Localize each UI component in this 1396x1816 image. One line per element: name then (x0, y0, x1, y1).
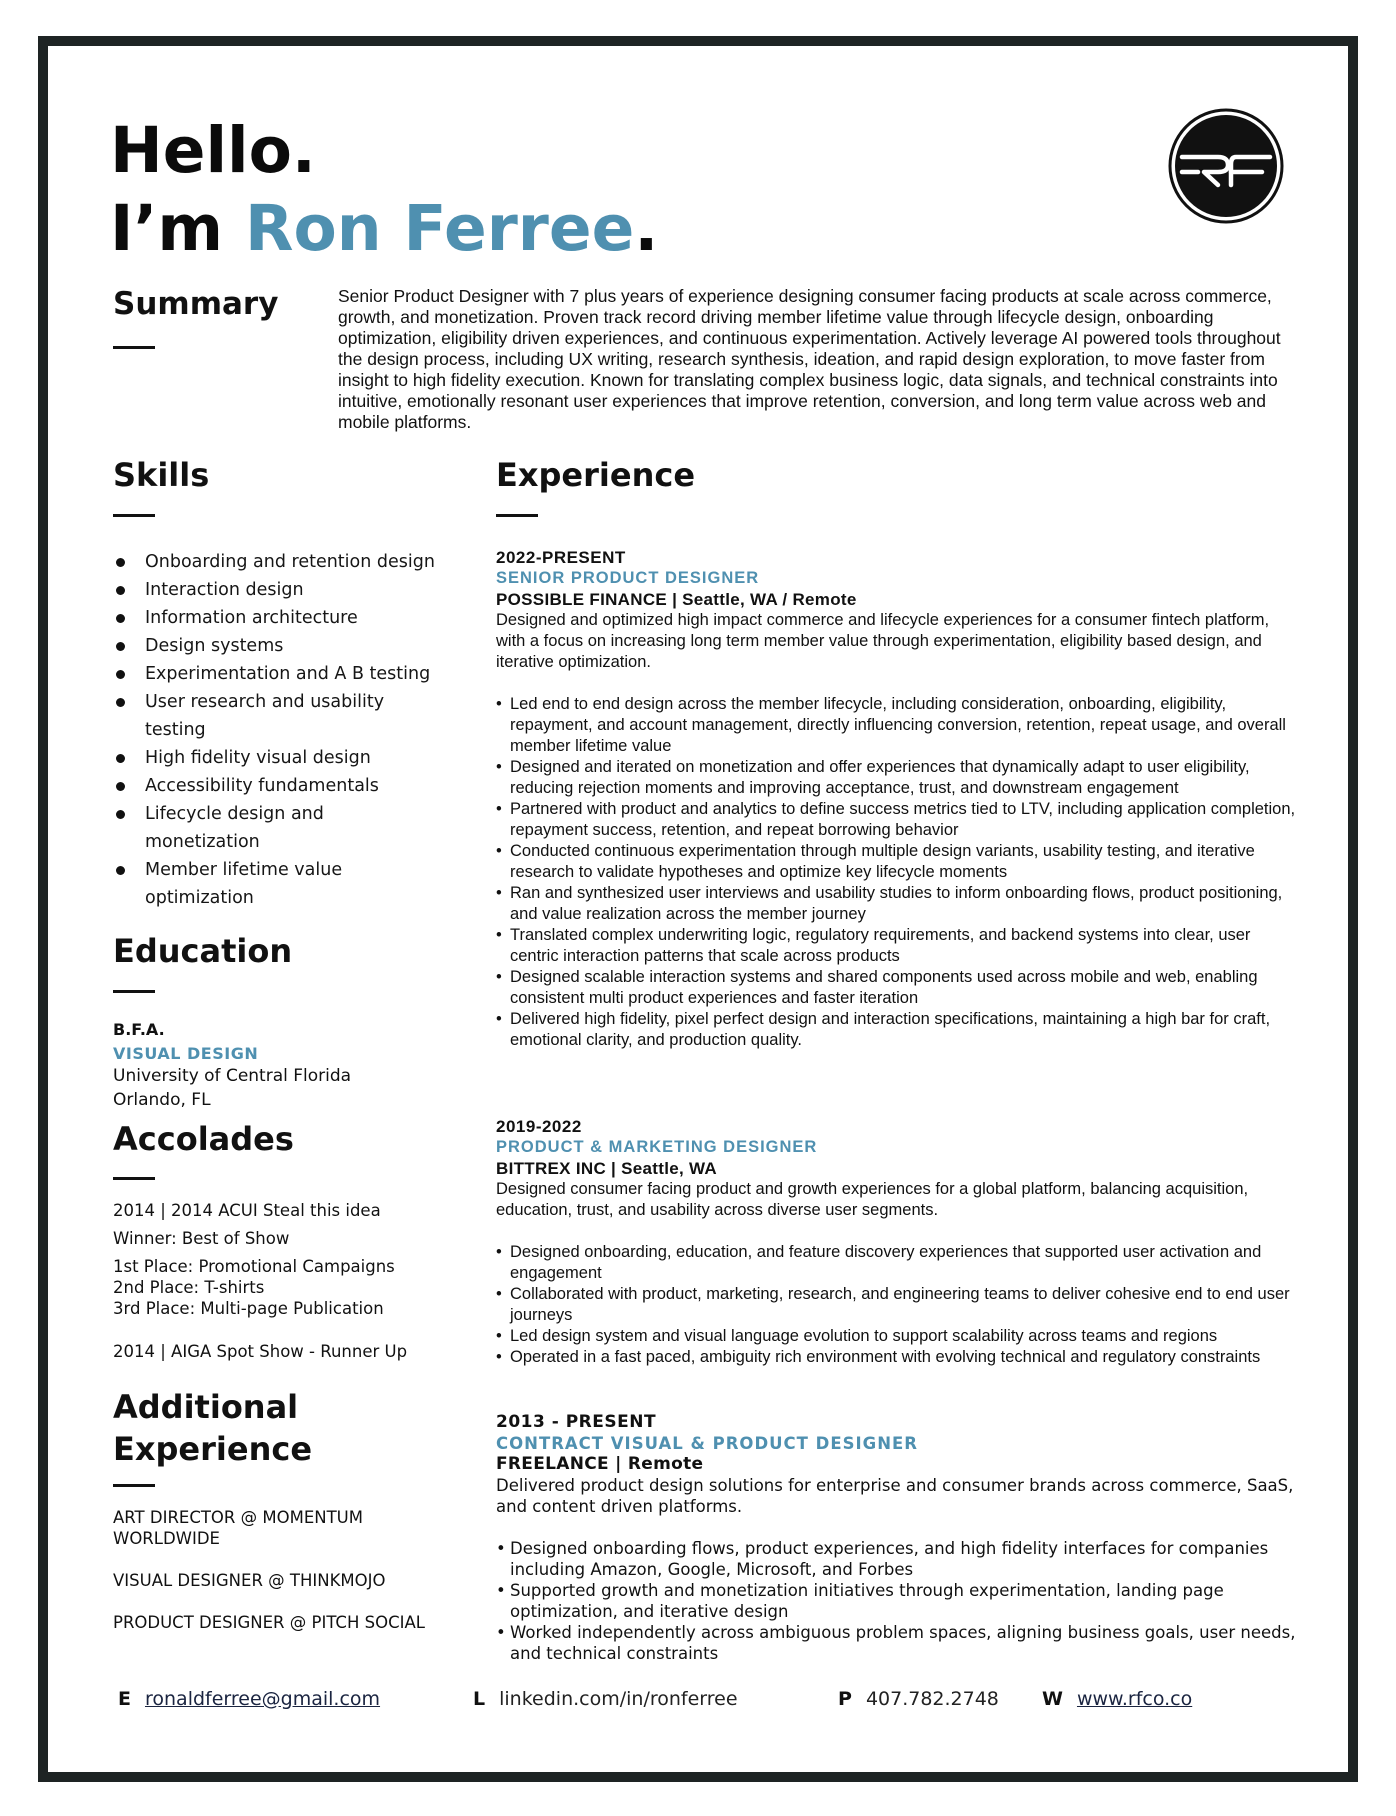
accolade-item: 3rd Place: Multi-page Publication (113, 1299, 384, 1318)
skill-item: Interaction design (113, 576, 493, 604)
job-bullet: • Operated in a fast paced, ambiguity rich environment with evolving technical and regulatory constraints (496, 1347, 1296, 1368)
summary-text: Senior Product Designer with 7 plus years of experience designing consumer facing products at scale across commerce, growth, and monetization. Proven track record driving member lifetime value through lifecycle design, onboarding optimization, eligibility driven experiences, and continuous experimentation. Actively leverage AI powered tools throughout the design process, including UX writing, research synthesis, ideation, and rapid design exploration, to move faster from insight to high fidelity execution. Known for translating complex business logic, data signals, and technical constraints into intuitive, emotionally resonant user experiences that improve retention, conversion, and long term value across web and mobile platforms. (338, 286, 1281, 432)
accolade-item: 2nd Place: T-shirts (113, 1278, 265, 1297)
additional-role: VISUAL DESIGNER @ THINKMOJO (113, 1571, 386, 1590)
accolade-item: 2014 | AIGA Spot Show - Runner Up (113, 1342, 408, 1361)
skills-divider (113, 514, 155, 517)
additional-role: PRODUCT DESIGNER @ PITCH SOCIAL (113, 1613, 425, 1632)
skill-item: High fidelity visual design (113, 744, 493, 772)
contact-website[interactable] (1042, 1688, 1192, 1710)
school-location: Orlando, FL (113, 1089, 211, 1110)
skill-item: Member lifetime value optimization (113, 856, 385, 912)
skill-item: Accessibility fundamentals (113, 772, 493, 800)
experience-heading: Experience (496, 456, 696, 494)
hello-line: Hello. (110, 114, 316, 187)
job-description: Designed consumer facing product and growth experiences for a global platform, balancing acquisition, education, trust, and usability across diverse user segments. (496, 1180, 1249, 1219)
job-title: CONTRACT VISUAL & PRODUCT DESIGNER (496, 1434, 918, 1453)
website-key: W (1042, 1688, 1063, 1710)
name-line: I’m Ron Ferree. (110, 192, 659, 265)
job-bullet: • Supported growth and monetization initiatives through experimentation, landing page optimization, and iterative design (496, 1580, 1296, 1622)
email-link[interactable]: ronaldferree@gmail.com (144, 1688, 381, 1710)
additional-divider (113, 1484, 155, 1487)
accolade-item: 2014 | 2014 ACUI Steal this idea (113, 1201, 381, 1220)
accolades-heading: Accolades (113, 1120, 294, 1158)
job-description: Delivered product design solutions for enterprise and consumer brands across commerce, SaaS, and content driven platforms. (496, 1476, 1294, 1516)
job-bullets (496, 1242, 1296, 1368)
skill-item: Information architecture (113, 604, 493, 632)
job-bullet: • Conducted continuous experimentation through multiple design variants, usability testing, and iterative research to validate hypotheses and optimize key lifecycle moments (496, 841, 1296, 883)
job-date: 2022-PRESENT (496, 548, 626, 567)
education-divider (113, 990, 155, 993)
job-entry (496, 1412, 1296, 1664)
email-key: E (118, 1688, 131, 1710)
job-date: 2019-2022 (496, 1117, 582, 1136)
accolades-divider (113, 1177, 155, 1180)
job-bullet: • Led end to end design across the member lifecycle, including consideration, onboarding, eligibility, repayment, and account management, directly influencing conversion, retention, repeat usage, and overall member lifetime value (496, 694, 1296, 757)
job-bullet: • Led design system and visual language evolution to support scalability across teams and regions (496, 1326, 1296, 1347)
rf-logo (1168, 108, 1284, 224)
job-bullet: • Designed scalable interaction systems and shared components used across mobile and web, enabling consistent multi product experiences and faster iteration (496, 967, 1296, 1009)
contact-phone (838, 1688, 999, 1710)
skill-item: Lifecycle design and monetization (113, 800, 385, 856)
contact-linkedin[interactable] (473, 1688, 738, 1710)
job-entry (496, 547, 1296, 1051)
accolade-item: Winner: Best of Show (113, 1229, 290, 1248)
job-title: PRODUCT & MARKETING DESIGNER (496, 1138, 818, 1156)
job-bullets (496, 1538, 1296, 1664)
skill-item: Onboarding and retention design (113, 548, 493, 576)
job-bullet: • Delivered high fidelity, pixel perfect design and interaction specifications, maintaining a high bar for craft, emotional clarity, and production quality. (496, 1009, 1296, 1051)
experience-divider (496, 514, 538, 517)
accolade-item: 1st Place: Promotional Campaigns (113, 1257, 395, 1276)
skill-item: Experimentation and A B testing (113, 660, 493, 688)
degree: B.F.A. (113, 1020, 165, 1039)
education-heading: Education (113, 932, 293, 970)
job-title: SENIOR PRODUCT DESIGNER (496, 569, 760, 587)
phone-number: 407.782.2748 (865, 1688, 999, 1710)
job-bullet: • Translated complex underwriting logic, regulatory requirements, and backend systems into clear, user centric interaction patterns that scale across products (496, 925, 1296, 967)
job-company: FREELANCE | Remote (496, 1454, 704, 1474)
skill-item: User research and usability testing (113, 688, 435, 744)
job-bullet: • Designed and iterated on monetization and offer experiences that dynamically adapt to user eligibility, reducing rejection moments and improving acceptance, trust, and downstream engagement (496, 757, 1296, 799)
job-bullet: • Collaborated with product, marketing, research, and engineering teams to deliver cohesive end to end user journeys (496, 1284, 1296, 1326)
job-entry (496, 1116, 1296, 1368)
job-description: Designed and optimized high impact commerce and lifecycle experiences for a consumer fintech platform, with a focus on increasing long term member value through experimentation, eligibility based design, and iterative optimization. (496, 611, 1270, 671)
field-of-study: VISUAL DESIGN (113, 1043, 259, 1063)
education-block (113, 1018, 351, 1112)
additional-role: ART DIRECTOR @ MOMENTUM WORLDWIDE (113, 1508, 363, 1548)
skill-item: Design systems (113, 632, 493, 660)
linkedin-link[interactable]: linkedin.com/in/ronferree (499, 1688, 738, 1710)
phone-key: P (838, 1688, 852, 1710)
job-bullet: • Ran and synthesized user interviews and usability studies to inform onboarding flows, product positioning, and value realization across the member journey (496, 883, 1296, 925)
job-company: POSSIBLE FINANCE | Seattle, WA / Remote (496, 590, 857, 609)
contact-email[interactable] (118, 1688, 380, 1710)
job-bullet: • Worked independently across ambiguous problem spaces, aligning business goals, user needs, and technical constraints (496, 1622, 1296, 1664)
skills-heading: Skills (113, 456, 210, 494)
hero-heading (110, 112, 658, 268)
additional-heading: Additional Experience (113, 1388, 313, 1468)
school: University of Central Florida (113, 1066, 352, 1086)
linkedin-key: L (473, 1688, 486, 1710)
skills-list (113, 548, 493, 912)
summary-divider (113, 346, 155, 349)
name-accent: Ron Ferree (244, 192, 635, 265)
summary-heading: Summary (113, 286, 279, 322)
job-bullet: • Designed onboarding flows, product experiences, and high fidelity interfaces for companies including Amazon, Google, Microsoft, and Forbes (496, 1538, 1296, 1580)
job-bullet: • Partnered with product and analytics to define success metrics tied to LTV, including application completion, repayment success, retention, and repeat borrowing behavior (496, 799, 1296, 841)
job-bullets (496, 694, 1296, 1051)
job-date: 2013 - PRESENT (496, 1412, 657, 1432)
job-company: BITTREX INC | Seattle, WA (496, 1159, 718, 1178)
job-bullet: • Designed onboarding, education, and feature discovery experiences that supported user activation and engagement (496, 1242, 1296, 1284)
website-link[interactable]: www.rfco.co (1076, 1688, 1193, 1710)
